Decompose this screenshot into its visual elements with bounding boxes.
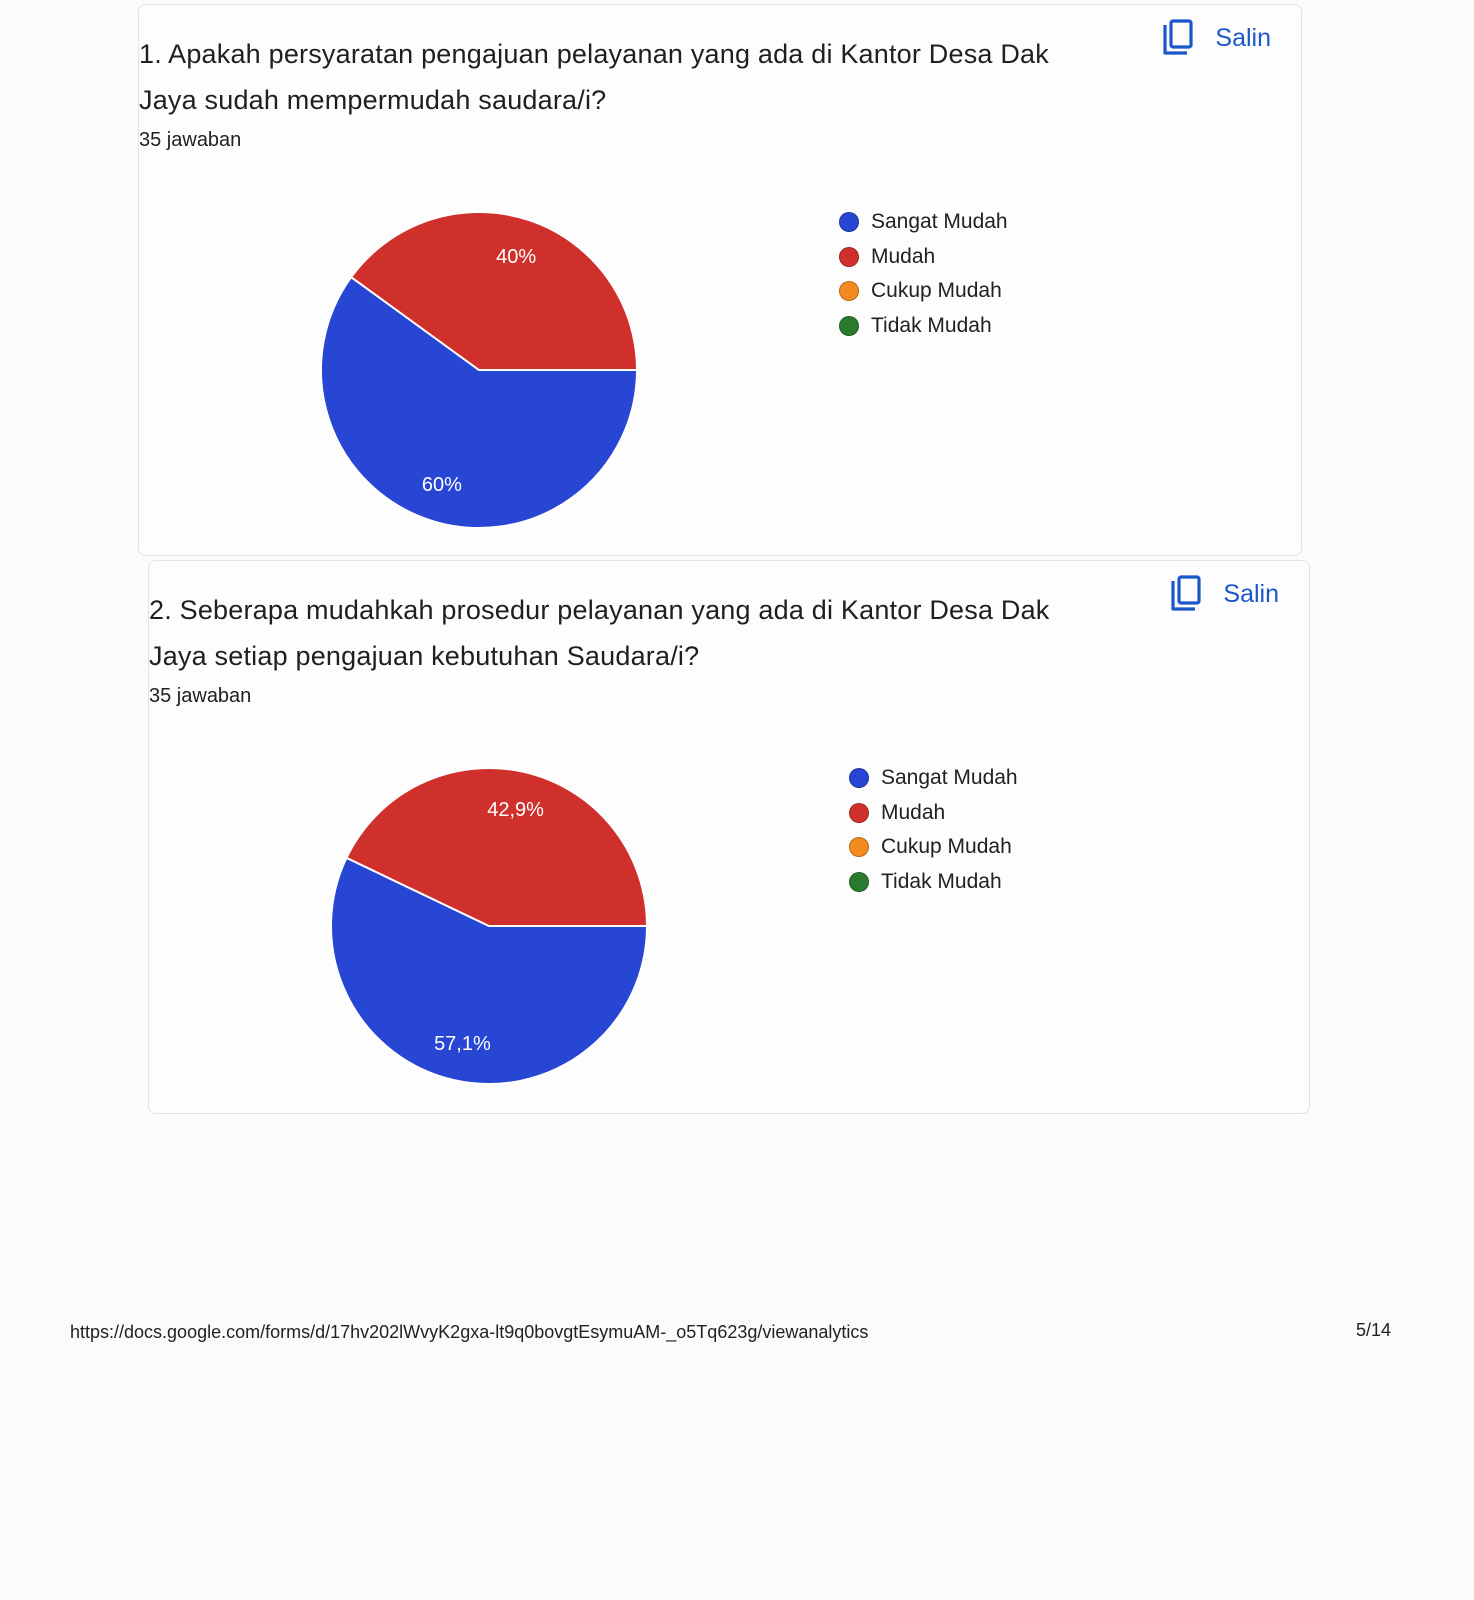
question-title: 2. Seberapa mudahkah prosedur pelayanan yang ada di Kantor Desa Dak Jaya setiap pengajuan kebutuhan Saudara/i? bbox=[149, 595, 1050, 671]
page-url: https://docs.google.com/forms/d/17hv202lWvyK2gxa-lt9q0bovgtEsymuAM-_o5Tq623g/viewanalytics bbox=[70, 1322, 869, 1342]
question-title: 1. Apakah persyaratan pengajuan pelayanan yang ada di Kantor Desa Dak Jaya sudah mempermudah saudara/i? bbox=[139, 39, 1049, 115]
pie-chart bbox=[319, 756, 659, 1096]
legend-item-sangat-mudah bbox=[849, 761, 1018, 796]
chart-legend bbox=[839, 205, 1008, 343]
legend-item-tidak-mudah bbox=[839, 309, 1008, 344]
legend-label: Cukup Mudah bbox=[871, 279, 1002, 303]
slice-label: 42,9% bbox=[487, 798, 544, 821]
legend-swatch bbox=[849, 872, 869, 892]
copy-button[interactable] bbox=[1161, 19, 1271, 57]
slice-label: 60% bbox=[421, 474, 462, 497]
copy-icon bbox=[1161, 19, 1195, 57]
copy-label: Salin bbox=[1223, 579, 1279, 608]
legend-label: Tidak Mudah bbox=[871, 313, 992, 337]
copy-icon bbox=[1169, 575, 1203, 613]
response-count: 35 jawaban bbox=[139, 129, 242, 151]
legend-swatch bbox=[849, 837, 869, 857]
pie-svg bbox=[309, 200, 649, 540]
page-number: 5/14 bbox=[1356, 1320, 1392, 1340]
legend-label: Sangat Mudah bbox=[871, 210, 1008, 234]
legend-item-mudah bbox=[849, 796, 1018, 831]
response-count: 35 jawaban bbox=[149, 685, 252, 707]
legend-swatch bbox=[839, 316, 859, 336]
slice-label: 57,1% bbox=[434, 1033, 491, 1056]
legend-item-cukup-mudah bbox=[849, 830, 1018, 865]
copy-label: Salin bbox=[1215, 23, 1271, 52]
legend-swatch bbox=[839, 247, 859, 267]
legend-label: Mudah bbox=[881, 800, 946, 824]
legend-label: Sangat Mudah bbox=[881, 766, 1018, 790]
legend-swatch bbox=[849, 803, 869, 823]
legend-item-tidak-mudah bbox=[849, 865, 1018, 900]
legend-item-sangat-mudah bbox=[839, 205, 1008, 240]
legend-label: Cukup Mudah bbox=[881, 835, 1012, 859]
question-card bbox=[148, 560, 1310, 1114]
legend-item-cukup-mudah bbox=[839, 274, 1008, 309]
legend-label: Mudah bbox=[871, 244, 936, 268]
legend-swatch bbox=[849, 768, 869, 788]
legend-item-mudah bbox=[839, 240, 1008, 275]
pie-chart bbox=[309, 200, 649, 540]
pie-svg bbox=[319, 756, 659, 1096]
question-card bbox=[138, 4, 1302, 556]
legend-label: Tidak Mudah bbox=[881, 869, 1002, 893]
slice-label: 40% bbox=[496, 245, 537, 268]
chart-legend bbox=[849, 761, 1018, 899]
copy-button[interactable] bbox=[1169, 575, 1279, 613]
legend-swatch bbox=[839, 212, 859, 232]
legend-swatch bbox=[839, 281, 859, 301]
